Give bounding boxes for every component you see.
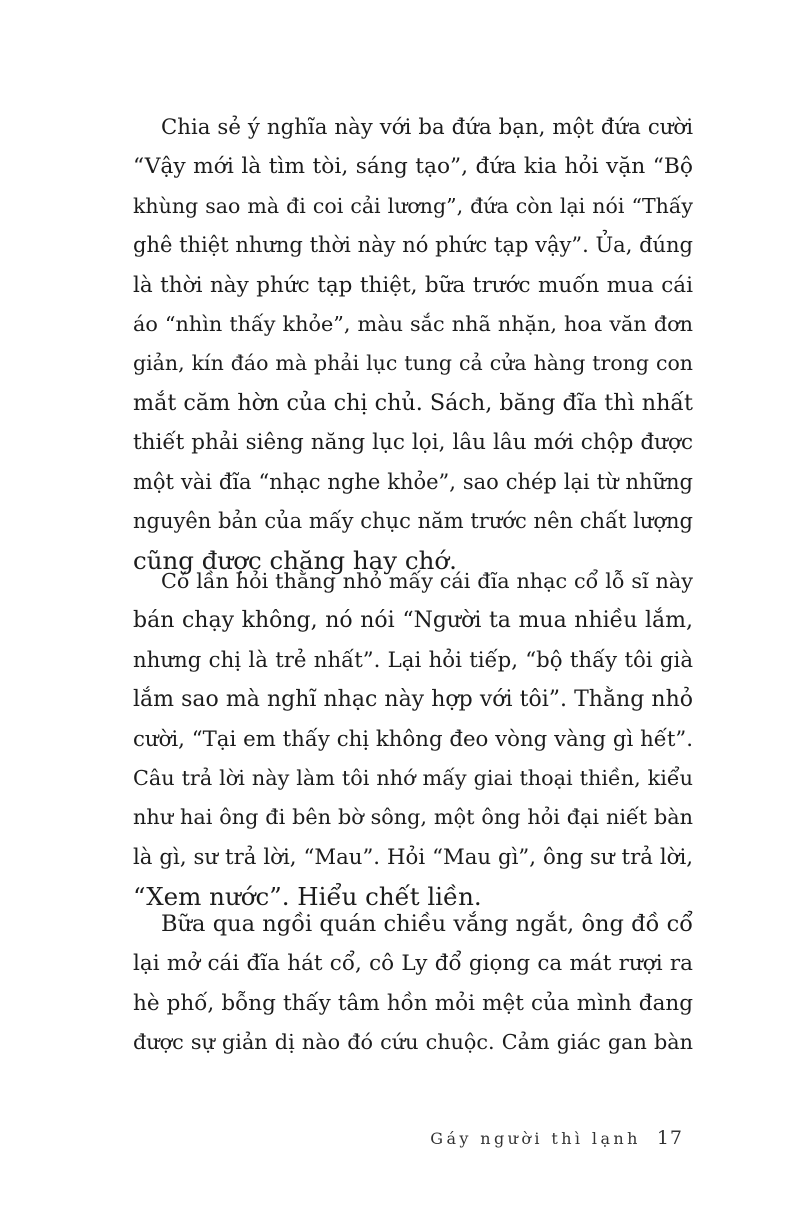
text-line: nguyên bản của mấy chục năm trước nên chất lượng [133,508,693,533]
text-line: như hai ông đi bên bờ sông, một ông hỏi đại niết bàn [133,805,693,830]
text-line: cũng được chăng hay chớ. [133,546,457,576]
running-title: Gáy người thì lạnh [430,1129,641,1148]
page-number: 17 [656,1127,683,1149]
text-line: giản, kín đáo mà phải lục tung cả cửa hàng trong con [133,351,693,376]
text-line: Chia sẻ ý nghĩa này với ba đứa bạn, một đứa cười [161,115,693,140]
text-line: “Xem nước”. Hiểu chết liền. [133,882,482,912]
text-line: Câu trả lời này làm tôi nhớ mấy giai thoại thiền, kiểu [133,765,693,790]
text-line: Có lần hỏi thằng nhỏ mấy cái đĩa nhạc cổ lỗ sĩ này [161,569,693,593]
text-line: Bữa qua ngồi quán chiều vắng ngắt, ông đồ cổ [161,911,693,937]
text-line: khùng sao mà đi coi cải lương”, đứa còn lại nói “Thấy [133,193,693,218]
text-line: lắm sao mà nghĩ nhạc này hợp với tôi”. Thằng nhỏ [133,687,693,713]
paragraph [133,905,693,1063]
text-line: một vài đĩa “nhạc nghe khỏe”, sao chép lại từ những [133,469,693,494]
text-line: mắt căm hờn của chị chủ. Sách, băng đĩa thì nhất [133,389,693,416]
text-line: được sự giản dị nào đó cứu chuộc. Cảm giác gan bàn [133,1030,693,1055]
paragraph [133,108,693,581]
text-line: cười, “Tại em thấy chị không đeo vòng vàng gì hết”. [133,726,693,752]
text-line: lại mở cái đĩa hát cổ, cô Ly đổ giọng ca mát rượi ra [133,951,693,977]
text-line: “Vậy mới là tìm tòi, sáng tạo”, đứa kia hỏi vặn “Bộ [133,154,693,180]
text-line: là gì, sư trả lời, “Mau”. Hỏi “Mau gì”, ông sư trả lời, [133,844,693,870]
paragraph [133,562,693,917]
page-footer [0,1124,683,1152]
text-line: ghê thiệt nhưng thời này nó phức tạp vậy”. Ủa, đúng [133,233,693,258]
text-line: nhưng chị là trẻ nhất”. Lại hỏi tiếp, “bộ thấy tôi già [133,647,693,673]
text-line: thiết phải siêng năng lục lọi, lâu lâu mới chộp được [133,430,693,456]
text-line: áo “nhìn thấy khỏe”, màu sắc nhã nhặn, hoa văn đơn [133,311,693,336]
text-line: bán chạy không, nó nói “Người ta mua nhiều lắm, [133,608,693,634]
text-line: là thời này phức tạp thiệt, bữa trước muốn mua cái [133,272,693,298]
text-line: hè phố, bỗng thấy tâm hồn mỏi mệt của mình đang [133,990,693,1016]
